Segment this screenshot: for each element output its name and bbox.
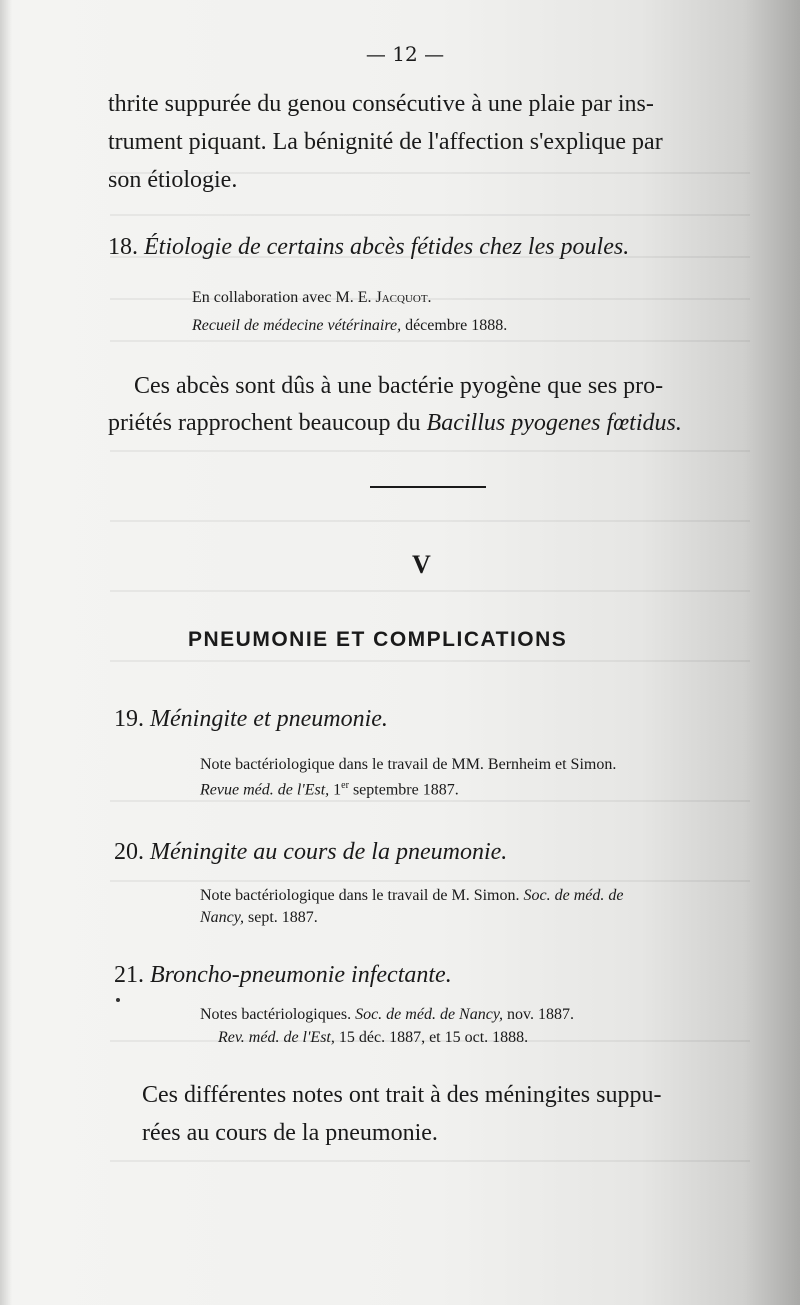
section-numeral: V <box>412 550 431 579</box>
entry-20-title: Méningite au cours de la pneumonie. <box>150 839 508 865</box>
entry-21-heading <box>114 963 452 987</box>
closing-line-1: Ces différentes notes ont trait à des méningites suppu- <box>142 1082 662 1108</box>
entry-21-dates: 15 déc. 1887, et 15 oct. 1888. <box>334 1029 529 1046</box>
entry-20-note-prefix: Note bactériologique dans le travail de M. Simon. <box>200 887 524 904</box>
bleed-through-line <box>110 590 750 592</box>
closing-line-2: rées au cours de la pneumonie. <box>142 1120 438 1146</box>
entry-21-journal: Soc. de méd. de Nancy, <box>355 1006 504 1023</box>
entry-20-heading <box>114 840 507 864</box>
entry-21-journal-2: Rev. méd. de l'Est, <box>218 1029 335 1046</box>
entry-20-number: 20. <box>114 839 144 865</box>
section-divider <box>370 486 486 488</box>
entry-19-day: 1 <box>329 781 342 799</box>
entry-18-collab-name: Jacquot. <box>375 289 432 306</box>
section-title: PNEUMONIE ET COMPLICATIONS <box>188 628 568 651</box>
entry-18-paragraph-line-1: Ces abcès sont dûs à une bactérie pyogène que ses pro- <box>134 373 664 399</box>
entry-18-paragraph-line-2 <box>108 411 682 435</box>
page-number: — 12 — <box>365 42 445 66</box>
entry-18-number: 18. <box>108 234 138 260</box>
entry-21-number: 21. <box>114 962 144 988</box>
entry-20-journal: Soc. de méd. de <box>523 887 624 904</box>
entry-21-source <box>218 1030 528 1046</box>
entry-19-title: Méningite et pneumonie. <box>150 706 388 732</box>
bleed-through-line <box>110 880 750 882</box>
bleed-through-line <box>110 520 750 522</box>
entry-18-paragraph-prefix: priétés rapprochent beaucoup du <box>108 410 427 436</box>
entry-18-collaboration <box>192 290 432 306</box>
entry-21-title: Broncho-pneumonie infectante. <box>150 962 452 988</box>
intro-line-2: trument piquant. La bénignité de l'affection s'explique par <box>108 129 663 155</box>
entry-19-ordinal: er <box>341 780 349 791</box>
entry-18-collab-prefix: En collaboration avec M. E. <box>192 289 376 306</box>
bleed-through-line <box>110 660 750 662</box>
entry-20-source <box>200 910 318 926</box>
entry-21-notes <box>200 1007 574 1023</box>
entry-19-heading <box>114 707 388 731</box>
entry-18-title: Étiologie de certains abcès fétides chez les poules. <box>144 234 630 260</box>
entry-19-source <box>200 781 459 798</box>
bleed-through-line <box>110 214 750 216</box>
entry-20-note <box>200 888 623 904</box>
intro-line-1: thrite suppurée du genou consécutive à une plaie par ins- <box>108 91 654 117</box>
bleed-through-line <box>110 1160 750 1162</box>
entry-18-journal: Recueil de médecine vétérinaire, <box>192 317 402 334</box>
entry-18-source <box>192 318 507 334</box>
entry-21-notes-prefix: Notes bactériologiques. <box>200 1006 356 1023</box>
intro-line-3: son étiologie. <box>108 167 238 193</box>
bleed-through-line <box>110 450 750 452</box>
entry-21-date: nov. 1887. <box>503 1006 574 1023</box>
entry-20-city: Nancy, <box>200 909 244 926</box>
bleed-through-line <box>110 340 750 342</box>
entry-19-number: 19. <box>114 706 144 732</box>
entry-19-journal: Revue méd. de l'Est, <box>200 781 330 799</box>
ink-speck <box>116 998 120 1002</box>
bleed-through-line <box>110 800 750 802</box>
entry-19-note: Note bactériologique dans le travail de MM. Bernheim et Simon. <box>200 756 617 773</box>
entry-20-date: sept. 1887. <box>244 909 318 926</box>
entry-19-date: septembre 1887. <box>348 781 459 799</box>
entry-18-date: décembre 1888. <box>401 317 508 334</box>
bacillus-name: Bacillus pyogenes fœtidus. <box>426 410 682 436</box>
entry-18-heading <box>108 235 629 259</box>
